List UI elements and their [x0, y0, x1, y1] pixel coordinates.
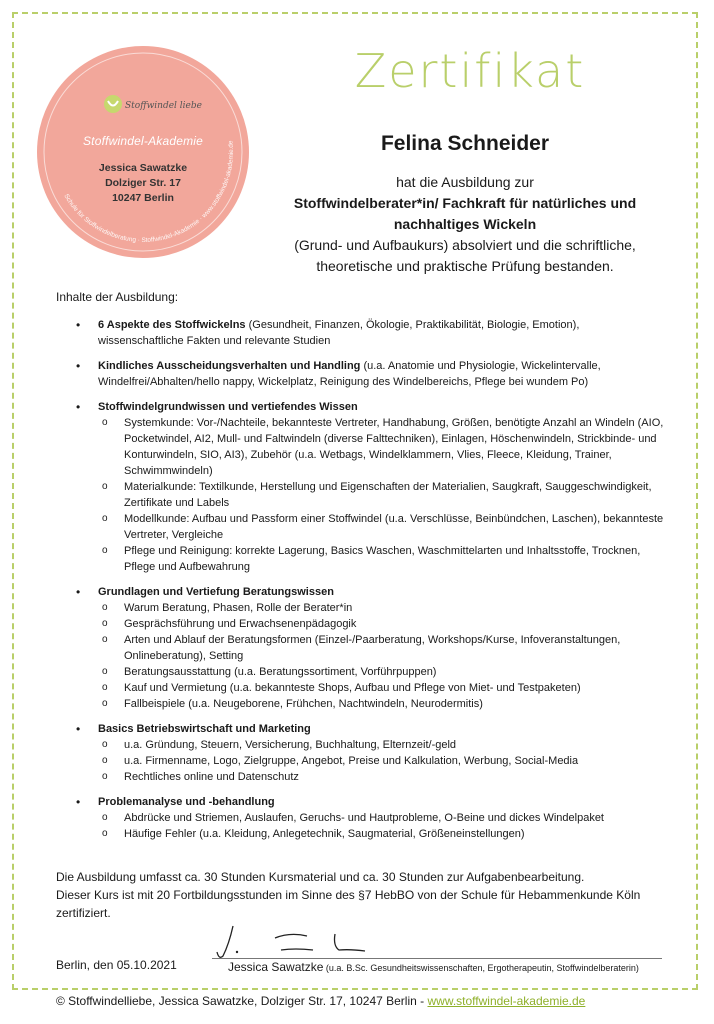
- content-category: [56, 721, 666, 785]
- subitem: o Materialkunde: Textilkunde, Herstellung und Eigenschaften der Materialien, Saugkraft, Sauggeschwindigkeit, Zertifikate und Labels: [98, 479, 666, 511]
- academy-name: Stoffwindel-Akademie: [82, 134, 204, 148]
- category-title: Problemanalyse und -behandlung: [98, 796, 275, 808]
- seal-city: 10247 Berlin: [112, 192, 174, 204]
- hours-text: Die Ausbildung umfasst ca. 30 Stunden Kursmaterial und ca. 30 Stunden zur Aufgabenbearbeitung.: [56, 870, 585, 884]
- category-text: [98, 794, 666, 810]
- recipient-name: Felina Schneider: [380, 132, 550, 155]
- website-link[interactable]: www.stoffwindel-akademie.de: [427, 994, 586, 1008]
- subitem: o Häufige Fehler (u.a. Kleidung, Anlegetechnik, Saugmaterial, Größeneinstellungen): [98, 826, 666, 842]
- subitem: o Warum Beratung, Phasen, Rolle der Berater*in: [98, 600, 666, 616]
- subitem: o Kauf und Vermietung (u.a. bekannteste Shops, Aufbau und Pflege von Miet- und Testpaketen): [98, 680, 666, 696]
- content-category: [56, 399, 666, 575]
- subitem: o Arten und Ablauf der Beratungsformen (Einzel-/Paarberatung, Workshops/Kurse, Infoveranstaltungen, Onlineberatung), Setting: [98, 632, 666, 664]
- subitem: o Modellkunde: Aufbau und Passform einer Stoffwindel (u.a. Verschlüsse, Beinbündchen, Laschen), bekannteste Vertreter, Vergleiche: [98, 511, 666, 543]
- category-list: [56, 317, 666, 842]
- category-description: (Gesundheit, Finanzen, Ökologie, Praktikabilität, Biologie, Emotion), wissenschaftliche Fakten und relevante Studien: [98, 319, 580, 347]
- category-text: [98, 399, 666, 415]
- category-title: Stoffwindelgrundwissen und vertiefendes Wissen: [98, 401, 358, 413]
- subitem-list: [98, 737, 666, 785]
- content-category: [56, 358, 666, 390]
- intro-line: hat die Ausbildung zur: [396, 174, 534, 190]
- subitem: o Systemkunde: Vor-/Nachteile, bekannteste Vertreter, Handhabung, Größen, benötigte Anzahl an Windeln (AIO, Pocketwindel, AI2, Mull- und Faltwindeln (diverse Falttechniken), Einlagen, Höschenwindeln, Strickbinde- und Konturwindeln, SIO, AI3), Zubehör (u.a. Wetbags, Windelklammern, Vlies, Fleece, Kleidung, Trainer, Schwimmwindeln): [98, 415, 666, 479]
- subitem: o Abdrücke und Striemen, Auslaufen, Geruchs- und Hautprobleme, O-Beine und dickes Windelpaket: [98, 810, 666, 826]
- seal-name: Jessica Sawatzke: [98, 162, 188, 174]
- subitem: o Beratungsausstattung (u.a. Beratungssortiment, Vorführpuppen): [98, 664, 666, 680]
- category-title: Kindliches Ausscheidungsverhalten und Handling: [98, 360, 361, 372]
- brand-logo-text: Stoffwindel liebe: [125, 101, 202, 111]
- certification-text: Dieser Kurs ist mit 20 Fortbildungsstunden im Sinne des §7 HebBO von der Schule für Hebammenkunde Köln zertifiziert.: [56, 888, 641, 920]
- subitem: o Rechtliches online und Datenschutz: [98, 769, 666, 785]
- signature-date: Berlin, den 05.10.2021: [56, 958, 177, 972]
- subitem-list: [98, 415, 666, 575]
- signer-credentials: (u.a. B.Sc. Gesundheitswissenschaften, Ergotherapeutin, Stoffwindelberaterin): [323, 963, 639, 973]
- content-category: [56, 794, 666, 842]
- category-title: Grundlagen und Vertiefung Beratungswissen: [98, 586, 334, 598]
- signature-line: [212, 958, 662, 959]
- subitem-list: [98, 810, 666, 842]
- category-title: Basics Betriebswirtschaft und Marketing: [98, 723, 311, 735]
- category-title: 6 Aspekte des Stoffwickelns: [98, 319, 246, 331]
- intro-completion: (Grund- und Aufbaukurs) absolviert und die schriftliche, theoretische und praktische Prüfung bestanden.: [294, 237, 636, 274]
- seal-street: Dolziger Str. 17: [105, 177, 181, 189]
- signer-name: Jessica Sawatzke: [228, 960, 324, 974]
- subitem: o Pflege und Reinigung: korrekte Lagerung, Basics Waschen, Waschmittelarten und Inhaltsstoffe, Trocknen, Pflege und Aufbewahrung: [98, 543, 666, 575]
- category-text: [98, 584, 666, 600]
- category-text: [98, 721, 666, 737]
- course-title: Stoffwindelberater*in/ Fachkraft für natürliches und nachhaltiges Wickeln: [293, 195, 637, 232]
- category-text: [98, 358, 666, 390]
- copyright-footer: [56, 994, 585, 1008]
- subitem-list: [98, 600, 666, 712]
- subitem: o u.a. Gründung, Steuern, Versicherung, Buchhaltung, Elternzeit/-geld: [98, 737, 666, 753]
- content-category: [56, 317, 666, 349]
- contents-heading: Inhalte der Ausbildung:: [56, 290, 179, 304]
- course-contents: [56, 289, 666, 851]
- handwritten-signature: [215, 922, 395, 962]
- subitem: o Fallbeispiele (u.a. Neugeborene, Frühchen, Nachtwindeln, Neurodermitis): [98, 696, 666, 712]
- brand-logo: [103, 90, 202, 118]
- copyright-text: © Stoffwindelliebe, Jessica Sawatzke, Dolziger Str. 17, 10247 Berlin -: [56, 994, 428, 1008]
- academy-seal: [37, 46, 249, 258]
- category-description: (u.a. Anatomie und Physiologie, Wickelintervalle, Windelfrei/Abhalten/hello nappy, Wickelplatz, Reinigung des Windelbereichs, Pflege bei wundem Po): [98, 360, 601, 388]
- content-category: [56, 584, 666, 712]
- seal-ring: [37, 46, 249, 258]
- seal-ring-text: Schule für Stoffwindelberatung · Stoffwindel-Akademie · www.stoffwindel-akademie.de: [62, 140, 236, 245]
- category-text: [98, 317, 666, 349]
- certificate-title: Zertifikat: [354, 44, 586, 98]
- signer: [228, 960, 639, 974]
- subitem: o u.a. Firmenname, Logo, Zielgruppe, Angebot, Preise und Kalkulation, Werbung, Social-Media: [98, 753, 666, 769]
- subitem: o Gesprächsführung und Erwachsenenpädagogik: [98, 616, 666, 632]
